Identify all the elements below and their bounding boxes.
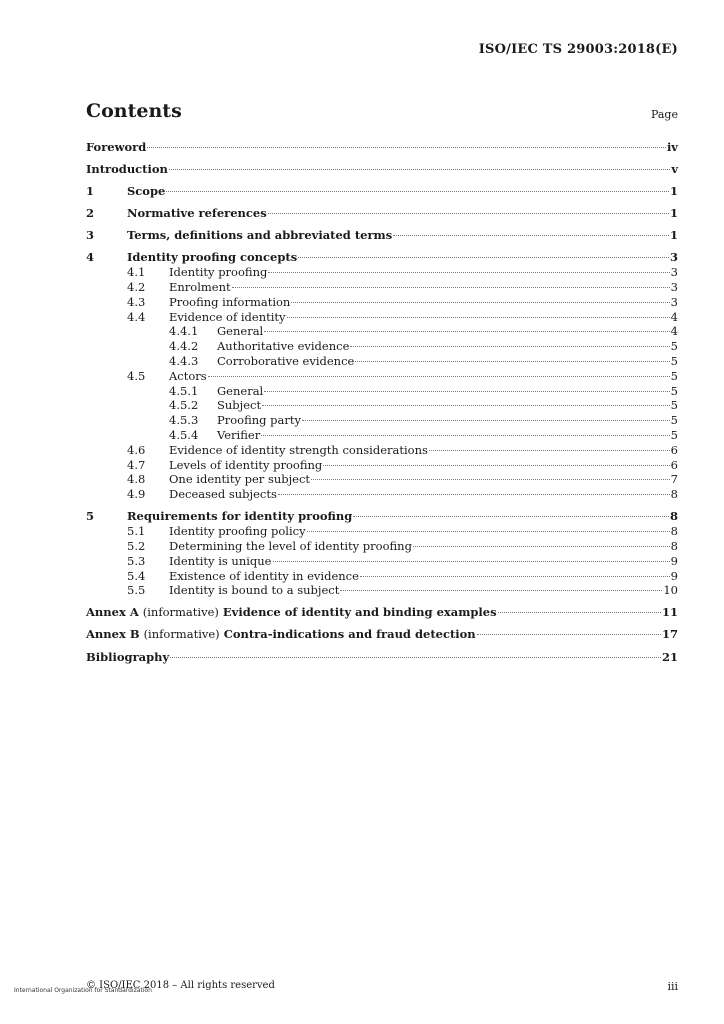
toc-entry-number: 5.4 <box>127 568 146 583</box>
toc-entry-number: 4.4.3 <box>169 354 199 369</box>
toc-entry-title: One identity per subject <box>169 472 311 487</box>
toc-entry-title: General <box>217 324 264 339</box>
dot-leader <box>350 346 669 347</box>
toc-entry-number: 4.5.3 <box>169 413 199 428</box>
toc-entry[interactable] <box>86 310 678 325</box>
page-column-label: Page <box>650 108 678 121</box>
annex-informative-tag: (informative) <box>142 605 219 620</box>
toc-entry[interactable] <box>86 472 678 487</box>
toc-entry-page: 6 <box>670 457 678 472</box>
toc-entry-number: 5.1 <box>127 524 146 539</box>
toc-entry[interactable] <box>86 140 678 155</box>
toc-entry-title: Scope <box>127 184 166 199</box>
toc-entry-page: 3 <box>670 294 678 309</box>
toc-entry-title: Identity proofing concepts <box>127 250 298 265</box>
toc-entry-page: 21 <box>661 649 678 664</box>
dot-leader <box>268 213 669 214</box>
toc-entry-page: 17 <box>661 627 678 642</box>
dot-leader <box>278 494 670 495</box>
dot-leader <box>355 361 669 362</box>
dot-leader <box>264 391 669 392</box>
toc-entry-title: Deceased subjects <box>169 487 277 502</box>
contents-title: Contents <box>86 100 182 122</box>
footer-page-number: iii <box>667 980 678 993</box>
toc-entry-page: 5 <box>670 354 678 369</box>
toc-entry[interactable] <box>86 569 678 584</box>
toc-entry[interactable] <box>86 324 678 339</box>
dot-leader <box>268 272 669 273</box>
toc-entry-title: Proofing party <box>217 413 302 428</box>
toc-entry-page: 1 <box>669 184 678 199</box>
toc-entry-title: Evidence of identity and binding examples <box>222 605 497 620</box>
toc-entry-page: 4 <box>670 324 678 339</box>
dot-leader <box>340 590 662 591</box>
toc-entry-page: iv <box>666 140 678 154</box>
toc-entry-title: Actors <box>169 368 207 383</box>
toc-entry[interactable] <box>86 650 678 665</box>
table-of-contents <box>86 140 678 664</box>
toc-entry[interactable] <box>86 206 678 221</box>
footer-copyright: © ISO/IEC 2018 – All rights reserved <box>86 980 275 991</box>
toc-entry-page: 5 <box>670 398 678 413</box>
toc-entry-number: 4.4.1 <box>169 324 199 339</box>
toc-entry-number: 4.4.2 <box>169 339 199 354</box>
dot-leader <box>147 147 666 148</box>
toc-entry-title: Determining the level of identity proofing <box>169 538 412 553</box>
toc-entry[interactable] <box>86 428 678 443</box>
toc-entry-page: 8 <box>670 524 678 539</box>
dot-leader <box>302 420 670 421</box>
toc-entry[interactable] <box>86 627 678 642</box>
toc-entry-title: Verifier <box>217 428 261 443</box>
toc-entry-title: Normative references <box>127 206 267 221</box>
toc-entry-page: 9 <box>670 553 678 568</box>
toc-entry-number: 2 <box>86 206 95 221</box>
toc-entry-title: Enrolment <box>169 280 231 295</box>
toc-entry-page: 3 <box>669 250 678 265</box>
toc-entry-title: Proofing information <box>169 294 291 309</box>
toc-entry-title: Identity is bound to a subject <box>169 583 340 598</box>
toc-entry-number: 5.2 <box>127 538 146 553</box>
dot-leader <box>232 287 670 288</box>
toc-entry[interactable] <box>86 554 678 569</box>
toc-entry[interactable] <box>86 524 678 539</box>
toc-entry-page: 5 <box>670 413 678 428</box>
toc-entry-number: 4.3 <box>127 294 146 309</box>
toc-entry-number: 4.5.4 <box>169 428 199 443</box>
toc-entry-number: 4.4 <box>127 309 146 324</box>
toc-entry-page: 3 <box>670 280 678 295</box>
toc-entry-title: Levels of identity proofing <box>169 457 323 472</box>
dot-leader <box>291 302 669 303</box>
dot-leader <box>353 516 669 517</box>
toc-entry-title: Terms, definitions and abbreviated terms <box>127 228 393 243</box>
toc-entry-title: Foreword <box>86 140 147 154</box>
dot-leader <box>262 405 670 406</box>
toc-entry-page: 4 <box>670 309 678 324</box>
dot-leader <box>307 531 670 532</box>
toc-entry[interactable] <box>86 265 678 280</box>
toc-entry-number: 4.5 <box>127 368 146 383</box>
toc-entry-number: 5 <box>86 509 95 524</box>
toc-entry-page: 8 <box>670 538 678 553</box>
toc-entry-title: Evidence of identity <box>169 309 286 324</box>
dot-leader <box>413 546 670 547</box>
toc-entry-page: 1 <box>669 228 678 243</box>
toc-entry-page: 9 <box>670 568 678 583</box>
toc-entry[interactable] <box>86 539 678 554</box>
toc-entry-title: Existence of identity in evidence <box>169 568 359 583</box>
toc-entry[interactable] <box>86 583 678 598</box>
toc-entry-title: Bibliography <box>86 649 170 664</box>
toc-entry-page: 8 <box>669 509 678 524</box>
dot-leader <box>166 191 669 192</box>
toc-entry[interactable] <box>86 295 678 310</box>
dot-leader <box>170 657 661 658</box>
toc-entry-page: 10 <box>663 583 678 598</box>
dot-leader <box>323 465 669 466</box>
toc-entry-number: 4.1 <box>127 265 146 280</box>
toc-entry-page: 6 <box>670 442 678 457</box>
toc-entry-title: Evidence of identity strength considerations <box>169 442 428 457</box>
toc-entry[interactable] <box>86 384 678 399</box>
toc-entry[interactable] <box>86 443 678 458</box>
toc-entry-title: Requirements for identity proofing <box>127 509 353 524</box>
toc-entry[interactable] <box>86 458 678 473</box>
dot-leader <box>273 561 670 562</box>
toc-entry-number: 4.9 <box>127 487 146 502</box>
toc-entry[interactable] <box>86 509 678 524</box>
dot-leader <box>393 235 669 236</box>
annex-label: Annex B <box>86 627 140 642</box>
toc-entry-number: 4 <box>86 250 95 265</box>
toc-entry-page: 5 <box>670 383 678 398</box>
toc-entry-title: Identity proofing policy <box>169 524 306 539</box>
dot-leader <box>298 257 669 258</box>
toc-entry-page: 11 <box>661 605 678 620</box>
toc-entry-number: 5.5 <box>127 583 146 598</box>
dot-leader <box>498 612 661 613</box>
toc-entry-title: Authoritative evidence <box>217 339 350 354</box>
watermark-text: International Organization for Standardization <box>14 987 152 994</box>
toc-entry[interactable] <box>86 162 678 177</box>
toc-entry-number: 4.8 <box>127 472 146 487</box>
toc-entry-title: Introduction <box>86 162 168 177</box>
toc-entry-title: Corroborative evidence <box>217 354 355 369</box>
toc-entry[interactable] <box>86 369 678 384</box>
dot-leader <box>360 576 670 577</box>
toc-entry-page: 8 <box>670 487 678 502</box>
toc-entry-number: 1 <box>86 184 95 199</box>
toc-entry-page: 1 <box>669 206 678 221</box>
toc-entry-page: 3 <box>670 265 678 280</box>
toc-entry-number: 5.3 <box>127 553 146 568</box>
toc-entry-title: Contra-indications and fraud detection <box>223 627 476 642</box>
toc-entry[interactable] <box>86 184 678 199</box>
dot-leader <box>477 634 661 635</box>
toc-entry-number: 4.6 <box>127 442 146 457</box>
toc-entry[interactable] <box>86 413 678 428</box>
toc-entry-title: Subject <box>217 398 262 413</box>
toc-entry[interactable] <box>86 280 678 295</box>
toc-entry-title: Identity is unique <box>169 553 272 568</box>
toc-entry-page: 5 <box>670 368 678 383</box>
toc-entry[interactable] <box>86 339 678 354</box>
annex-informative-tag: (informative) <box>143 627 220 642</box>
toc-entry[interactable] <box>86 487 678 502</box>
header-standard-id: ISO/IEC TS 29003:2018(E) <box>478 42 678 57</box>
dot-leader <box>429 450 670 451</box>
toc-entry-number: 4.2 <box>127 280 146 295</box>
dot-leader <box>169 169 670 170</box>
toc-entry[interactable] <box>86 250 678 265</box>
toc-entry-number: 3 <box>86 228 95 243</box>
toc-entry[interactable] <box>86 228 678 243</box>
toc-entry-number: 4.5.2 <box>169 398 199 413</box>
toc-entry[interactable] <box>86 354 678 369</box>
toc-entry-title: Identity proofing <box>169 265 268 280</box>
toc-entry[interactable] <box>86 605 678 620</box>
toc-entry-title: General <box>217 383 264 398</box>
toc-entry-page: 7 <box>670 472 678 487</box>
toc-entry-page: v <box>671 162 678 177</box>
toc-entry-number: 4.5.1 <box>169 383 199 398</box>
annex-label: Annex A <box>86 605 139 620</box>
dot-leader <box>311 479 670 480</box>
toc-entry-page: 5 <box>670 428 678 443</box>
toc-entry[interactable] <box>86 398 678 413</box>
dot-leader <box>264 331 669 332</box>
toc-entry-number: 4.7 <box>127 457 146 472</box>
dot-leader <box>287 317 670 318</box>
toc-entry-page: 5 <box>670 339 678 354</box>
dot-leader <box>208 376 670 377</box>
dot-leader <box>261 435 669 436</box>
